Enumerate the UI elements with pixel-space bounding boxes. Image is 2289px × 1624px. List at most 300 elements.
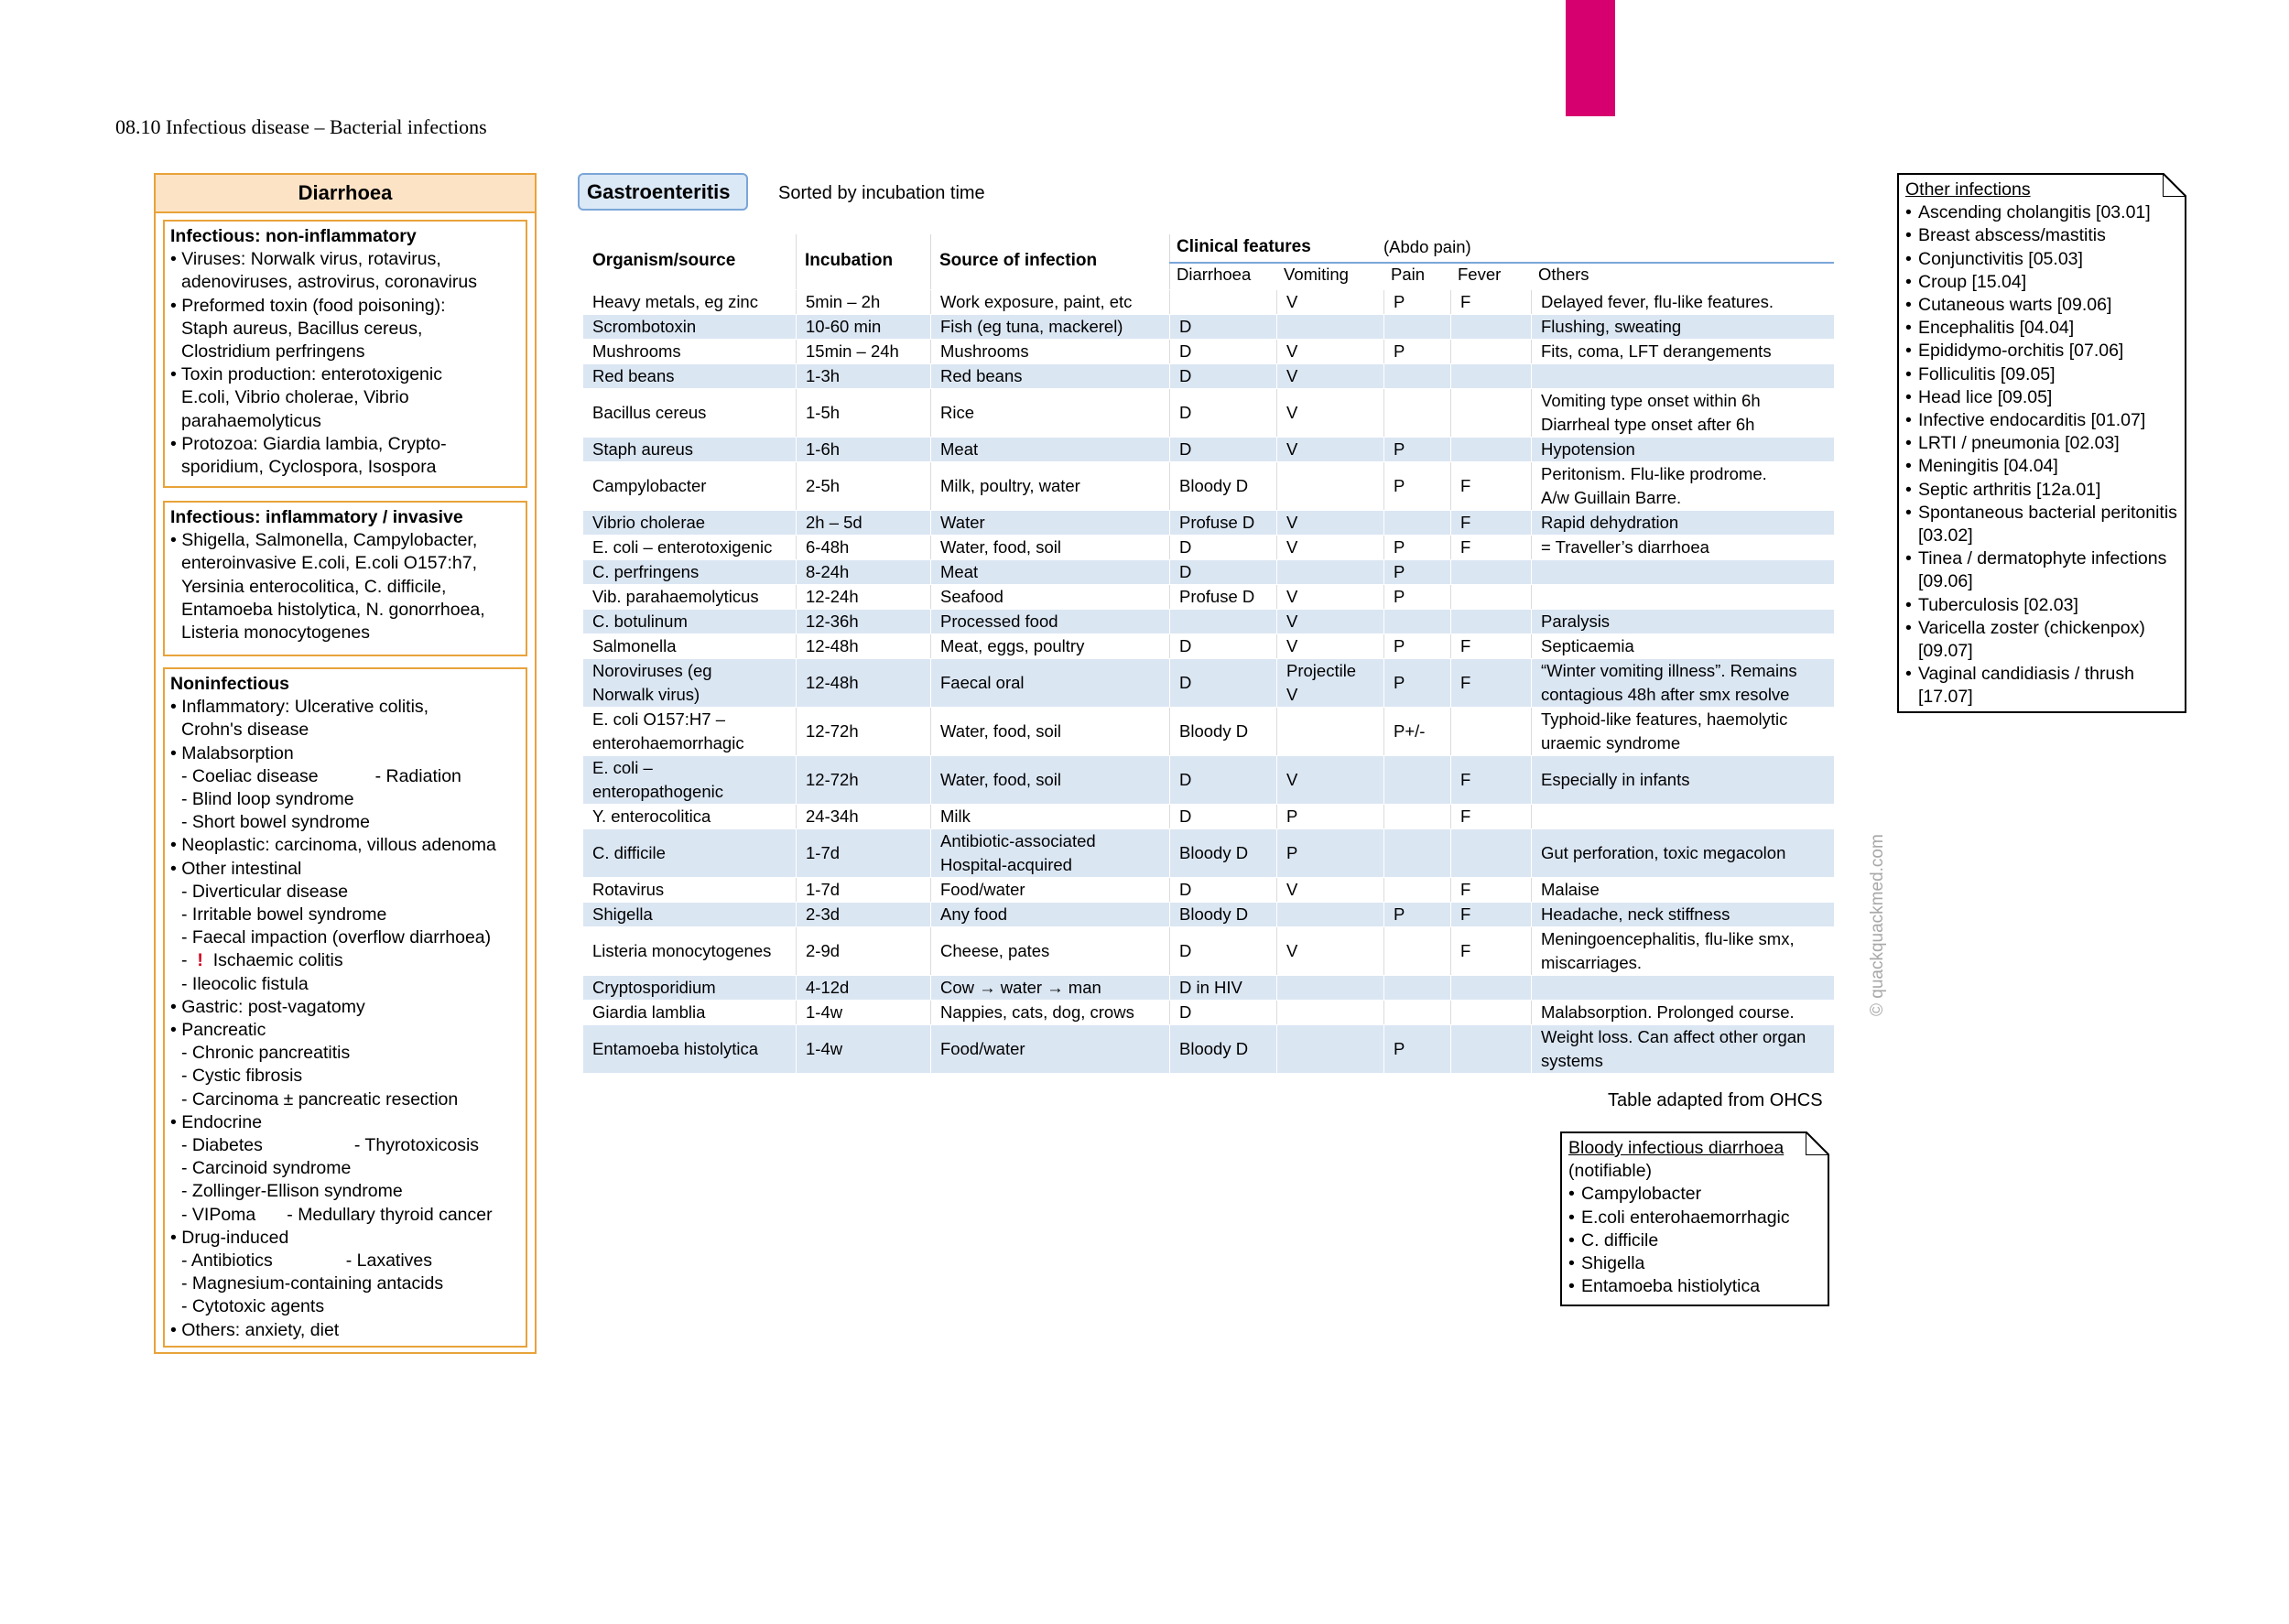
cell-source — [930, 585, 1169, 609]
cell-pain-text: P — [1394, 673, 1405, 692]
cell-incubation — [796, 560, 930, 584]
cell-incubation-text: 12-72h — [806, 770, 859, 789]
cell-vomiting — [1276, 438, 1383, 461]
bloody-diarrhoea-item — [1568, 1275, 1821, 1298]
table-row — [583, 388, 1834, 437]
cell-source-text: Faecal oral — [940, 673, 1025, 692]
cell-fever-text: F — [1460, 673, 1471, 692]
cell-vomiting — [1276, 903, 1383, 926]
cell-incubation — [796, 634, 930, 658]
cell-fever — [1450, 976, 1531, 1000]
cell-pain-text: P — [1394, 636, 1405, 655]
cell-organism-text: Shigella — [592, 904, 653, 924]
other-infection-item — [1905, 502, 2178, 547]
cell-diarrhoea-text: D — [1179, 880, 1192, 899]
cell-organism — [583, 1001, 796, 1024]
cell-others-text: Flushing, sweating — [1541, 317, 1682, 336]
cell-incubation — [796, 927, 930, 975]
noninfectious-box — [163, 667, 527, 1348]
cell-vomiting — [1276, 756, 1383, 804]
noninfectious-subitem: - Radiation — [374, 765, 461, 786]
table-body — [583, 289, 1834, 1073]
bullet-icon: • — [1568, 1207, 1575, 1228]
cell-others — [1531, 634, 1834, 658]
table-row — [583, 314, 1834, 339]
cell-pain — [1383, 976, 1450, 1000]
cell-fever — [1450, 315, 1531, 339]
cell-others — [1531, 290, 1834, 314]
cell-source-text: Seafood — [940, 587, 1003, 606]
page-fold-icon — [2163, 173, 2186, 197]
cell-source-text: Work exposure, paint, etc — [940, 292, 1133, 311]
table-source-note: Table adapted from OHCS — [1608, 1090, 1823, 1110]
cell-fever — [1450, 1001, 1531, 1024]
cell-source — [930, 878, 1169, 902]
table-row — [583, 926, 1834, 975]
cell-source-text: Red beans — [940, 366, 1023, 385]
cell-diarrhoea-text: D — [1179, 770, 1192, 789]
cell-source — [930, 315, 1169, 339]
cell-vomiting — [1276, 462, 1383, 510]
cell-incubation — [796, 1001, 930, 1024]
cell-incubation-text: 2h – 5d — [806, 513, 862, 532]
cell-diarrhoea — [1169, 829, 1276, 877]
bullet-icon: • — [1905, 456, 1912, 477]
cell-vomiting — [1276, 610, 1383, 633]
cell-incubation — [796, 1025, 930, 1073]
table-header — [583, 234, 1834, 289]
table-row — [583, 559, 1834, 584]
bloody-diarrhoea-item — [1568, 1229, 1821, 1252]
cell-diarrhoea-text: D — [1179, 562, 1192, 581]
cell-pain — [1383, 560, 1450, 584]
table-row — [583, 877, 1834, 902]
noninfectious-line: - Carcinoid syndrome — [181, 1158, 352, 1179]
cell-fever — [1450, 927, 1531, 975]
cell-diarrhoea — [1169, 536, 1276, 559]
header-divider — [930, 234, 931, 289]
table-row — [583, 804, 1834, 828]
cell-fever — [1450, 511, 1531, 535]
cell-vomiting-text: V — [1286, 439, 1298, 459]
cell-vomiting — [1276, 290, 1383, 314]
bullet-icon: • — [1568, 1276, 1575, 1297]
noninfectious-line: • Pancreatic — [170, 1020, 266, 1041]
noninfectious-subitem: - Laxatives — [345, 1250, 433, 1272]
cell-source — [930, 536, 1169, 559]
noninfectious-subitem: - Antibiotics — [181, 1250, 273, 1272]
other-infection-text: Encephalitis [04.04] — [1918, 318, 2075, 339]
other-infection-text: Head lice [09.05] — [1918, 386, 2053, 407]
bloody-diarrhoea-text: C. difficile — [1581, 1229, 1659, 1250]
cell-vomiting-text: P — [1286, 807, 1298, 826]
other-infection-text: Infective endocarditis [01.07] — [1918, 410, 2146, 431]
noninflammatory-line: • Preformed toxin (food poisoning): — [170, 295, 446, 316]
cell-fever — [1450, 610, 1531, 633]
other-infection-text: Vaginal candidiasis / thrush [17.07] — [1918, 664, 2134, 708]
cell-incubation-text: 1-4w — [806, 1002, 843, 1022]
cell-organism-text: Listeria monocytogenes — [592, 941, 772, 960]
cell-diarrhoea-text: D — [1179, 807, 1192, 826]
cell-others — [1531, 340, 1834, 363]
cell-diarrhoea-text: Profuse D — [1179, 587, 1255, 606]
bullet-icon: • — [1905, 433, 1912, 454]
cell-fever-text: F — [1460, 636, 1471, 655]
cell-diarrhoea-text: D — [1179, 317, 1192, 336]
other-infection-item — [1905, 363, 2178, 386]
cell-incubation — [796, 659, 930, 707]
noninfectious-subitem: - Diabetes — [181, 1135, 263, 1156]
header-clinical-features: Clinical features — [1177, 237, 1311, 256]
cell-source — [930, 829, 1169, 877]
cell-fever — [1450, 1025, 1531, 1073]
other-infection-text: Tinea / dermatophyte infections [09.06] — [1918, 548, 2167, 592]
noninfectious-line: - Cystic fibrosis — [181, 1066, 303, 1087]
cell-source-text: Meat — [940, 562, 979, 581]
cell-fever-text: F — [1460, 537, 1471, 557]
cell-incubation — [796, 585, 930, 609]
cell-vomiting — [1276, 536, 1383, 559]
table-row — [583, 1024, 1834, 1073]
cell-vomiting — [1276, 1025, 1383, 1073]
header-fever: Fever — [1458, 265, 1502, 284]
cell-diarrhoea-text: D — [1179, 537, 1192, 557]
noninfectious-line: • Inflammatory: Ulcerative colitis, — [170, 697, 429, 718]
table-row — [583, 658, 1834, 707]
bloody-diarrhoea-list — [1568, 1183, 1821, 1298]
cell-diarrhoea — [1169, 1001, 1276, 1024]
cell-organism — [583, 315, 796, 339]
other-infection-item — [1905, 271, 2178, 294]
other-infection-text: Ascending cholangitis [03.01] — [1918, 202, 2151, 223]
other-infection-text: Varicella zoster (chickenpox) [09.07] — [1918, 617, 2145, 662]
cell-others — [1531, 659, 1834, 707]
cell-incubation — [796, 610, 930, 633]
cell-diarrhoea — [1169, 315, 1276, 339]
cell-source-text: Food/water — [940, 1039, 1025, 1058]
cell-others-text: Rapid dehydration — [1541, 513, 1679, 532]
bullet-icon: • — [1905, 202, 1912, 223]
bullet-icon: • — [1568, 1184, 1575, 1205]
cell-incubation — [796, 290, 930, 314]
cell-pain — [1383, 927, 1450, 975]
cell-incubation — [796, 511, 930, 535]
gastroenteritis-title: Gastroenteritis — [578, 173, 748, 211]
cell-pain — [1383, 290, 1450, 314]
other-infection-item — [1905, 432, 2178, 455]
bullet-icon: • — [1905, 594, 1912, 615]
cell-diarrhoea-text: Bloody D — [1179, 721, 1249, 741]
cell-others — [1531, 927, 1834, 975]
table-row — [583, 1000, 1834, 1024]
cell-others-text: Especially in infants — [1541, 770, 1690, 789]
noninflammatory-line: Clostridium perfringens — [181, 341, 365, 363]
cell-vomiting — [1276, 315, 1383, 339]
noninflammatory-line: E.coli, Vibrio cholerae, Vibrio — [181, 387, 409, 408]
cell-diarrhoea — [1169, 634, 1276, 658]
cell-pain — [1383, 829, 1450, 877]
cell-others — [1531, 1001, 1834, 1024]
noninfectious-subitem: - — [181, 950, 188, 971]
cell-others-text: Typhoid-like features, haemolytic uraemic syndrome — [1541, 709, 1788, 752]
other-infection-text: Folliculitis [09.05] — [1918, 363, 2056, 384]
cell-fever-text: F — [1460, 292, 1471, 311]
cell-source — [930, 1001, 1169, 1024]
inflammatory-line: enteroinvasive E.coli, E.coli O157:h7, — [181, 553, 478, 574]
noninfectious-line: • Drug-induced — [170, 1227, 289, 1248]
cell-others — [1531, 462, 1834, 510]
cell-incubation — [796, 438, 930, 461]
cell-organism-text: Scrombotoxin — [592, 317, 697, 336]
cell-organism — [583, 878, 796, 902]
inflammatory-line: Listeria monocytogenes — [181, 623, 370, 644]
cell-vomiting-text: V — [1286, 770, 1298, 789]
other-infection-item — [1905, 663, 2178, 709]
cell-vomiting-text: V — [1286, 880, 1298, 899]
cell-source — [930, 340, 1169, 363]
cell-source-text: Cheese, pates — [940, 941, 1050, 960]
cell-diarrhoea — [1169, 438, 1276, 461]
noninfectious-subitem: - Medullary thyroid cancer — [287, 1204, 493, 1225]
cell-pain — [1383, 389, 1450, 437]
cell-others-text: Fits, coma, LFT derangements — [1541, 341, 1772, 361]
cell-fever — [1450, 560, 1531, 584]
cell-organism-text: Rotavirus — [592, 880, 665, 899]
bloody-diarrhoea-title: Bloody infectious diarrhoea — [1568, 1138, 1785, 1158]
cell-pain-text: P — [1394, 292, 1405, 311]
cell-pain-text: P — [1394, 904, 1405, 924]
noninfectious-title: Noninfectious — [170, 674, 289, 694]
bullet-icon: • — [1905, 410, 1912, 431]
table-row — [583, 755, 1834, 804]
cell-diarrhoea-text: Bloody D — [1179, 904, 1249, 924]
noninflammatory-line: Staph aureus, Bacillus cereus, — [181, 318, 423, 339]
noninflammatory-title: Infectious: non-inflammatory — [170, 226, 417, 246]
cell-organism-text: C. botulinum — [592, 612, 688, 631]
bullet-icon: • — [1905, 318, 1912, 339]
cell-others-text: Malaise — [1541, 880, 1600, 899]
cell-incubation — [796, 462, 930, 510]
cell-others — [1531, 805, 1834, 828]
table-row — [583, 461, 1834, 510]
clinical-features-rule — [1169, 262, 1834, 264]
bloody-diarrhoea-text: E.coli enterohaemorrhagic — [1581, 1207, 1790, 1228]
noninfectious-line: - Diverticular disease — [181, 881, 349, 902]
bullet-icon: • — [1905, 548, 1912, 569]
cell-organism-text: Entamoeba histolytica — [592, 1039, 758, 1058]
cell-pain-text: P — [1394, 562, 1405, 581]
noninfectious-line: - Zollinger-Ellison syndrome — [181, 1181, 403, 1202]
cell-organism-text: Noroviruses (eg Norwalk virus) — [592, 661, 712, 704]
cell-vomiting — [1276, 708, 1383, 755]
other-infections-title: Other infections — [1905, 179, 2031, 200]
cell-vomiting — [1276, 585, 1383, 609]
cell-diarrhoea-text: D — [1179, 341, 1192, 361]
cell-others — [1531, 756, 1834, 804]
cell-organism-text: Vib. parahaemolyticus — [592, 587, 759, 606]
noninfectious-line: - Ileocolic fistula — [181, 973, 309, 994]
table-row — [583, 633, 1834, 658]
cell-diarrhoea — [1169, 805, 1276, 828]
bloody-diarrhoea-note — [1560, 1131, 1829, 1306]
cell-incubation-text: 2-5h — [806, 476, 841, 495]
cell-diarrhoea-text: D — [1179, 403, 1192, 422]
other-infection-item — [1905, 479, 2178, 502]
cell-organism — [583, 903, 796, 926]
cell-fever-text: F — [1460, 476, 1471, 495]
cell-organism — [583, 829, 796, 877]
header-diarrhoea: Diarrhoea — [1177, 265, 1252, 284]
inflammatory-line: • Shigella, Salmonella, Campylobacter, — [170, 530, 478, 551]
cell-source — [930, 927, 1169, 975]
table-row — [583, 339, 1834, 363]
noninfectious-line: - Cytotoxic agents — [181, 1296, 325, 1317]
cell-vomiting — [1276, 805, 1383, 828]
cell-incubation-text: 5min – 2h — [806, 292, 881, 311]
cell-incubation — [796, 829, 930, 877]
cell-fever — [1450, 829, 1531, 877]
cell-fever — [1450, 878, 1531, 902]
other-infection-text: Epididymo-orchitis [07.06] — [1918, 341, 2124, 362]
cell-source — [930, 511, 1169, 535]
other-infection-item — [1905, 224, 2178, 247]
bullet-icon: • — [1905, 386, 1912, 407]
cell-fever — [1450, 708, 1531, 755]
header-vomiting: Vomiting — [1284, 265, 1349, 284]
cell-others — [1531, 585, 1834, 609]
cell-incubation — [796, 805, 930, 828]
other-infections-list — [1905, 201, 2178, 709]
cell-organism — [583, 462, 796, 510]
cell-source — [930, 610, 1169, 633]
cell-fever — [1450, 290, 1531, 314]
cell-others — [1531, 315, 1834, 339]
cell-others — [1531, 364, 1834, 388]
noninflammatory-line: • Viruses: Norwalk virus, rotavirus, — [170, 249, 441, 270]
other-infection-item — [1905, 455, 2178, 478]
cell-organism-text: Giardia lamblia — [592, 1002, 706, 1022]
header-pain: Pain — [1391, 265, 1426, 284]
other-infection-item — [1905, 294, 2178, 317]
cell-vomiting — [1276, 927, 1383, 975]
bullet-icon: • — [1905, 664, 1912, 685]
cell-others — [1531, 610, 1834, 633]
cell-diarrhoea — [1169, 340, 1276, 363]
cell-diarrhoea — [1169, 560, 1276, 584]
cell-incubation — [796, 389, 930, 437]
cell-vomiting-text: Projectile V — [1286, 661, 1357, 704]
bloody-diarrhoea-text: Entamoeba histiolytica — [1581, 1276, 1761, 1297]
cell-source-text: Water — [940, 513, 985, 532]
cell-fever — [1450, 389, 1531, 437]
cell-diarrhoea-text: D — [1179, 636, 1192, 655]
cell-organism — [583, 290, 796, 314]
cell-incubation — [796, 878, 930, 902]
cell-vomiting-text: V — [1286, 612, 1298, 631]
cell-fever — [1450, 903, 1531, 926]
page-heading: 08.10 Infectious disease – Bacterial infections — [115, 115, 487, 138]
cell-vomiting — [1276, 511, 1383, 535]
cell-fever — [1450, 462, 1531, 510]
diarrhoea-panel — [154, 173, 537, 1354]
cell-vomiting — [1276, 340, 1383, 363]
cell-source-text: Rice — [940, 403, 975, 422]
cell-organism — [583, 634, 796, 658]
cell-source-text: Nappies, cats, dog, crows — [940, 1002, 1134, 1022]
cell-incubation — [796, 364, 930, 388]
cell-source — [930, 560, 1169, 584]
cell-others-text: Weight loss. Can affect other organ systems — [1541, 1027, 1806, 1070]
cell-incubation-text: 12-36h — [806, 612, 859, 631]
cell-fever-text: F — [1460, 904, 1471, 924]
bullet-icon: • — [1905, 617, 1912, 638]
cell-pain — [1383, 315, 1450, 339]
cell-others-text: = Traveller’s diarrhoea — [1541, 537, 1709, 557]
cell-source — [930, 976, 1169, 1000]
cell-incubation-text: 1-7d — [806, 880, 841, 899]
cell-vomiting — [1276, 389, 1383, 437]
cell-others — [1531, 708, 1834, 755]
cell-diarrhoea-text: D in HIV — [1179, 978, 1242, 997]
cell-organism-text: E. coli O157:H7 – enterohaemorrhagic — [592, 709, 744, 752]
cell-source-text: Water, food, soil — [940, 721, 1061, 741]
cell-source — [930, 708, 1169, 755]
cell-source-text: Antibiotic-associated Hospital-acquired — [940, 831, 1096, 874]
cell-vomiting-text: V — [1286, 537, 1298, 557]
other-infection-item — [1905, 617, 2178, 663]
cell-source — [930, 462, 1169, 510]
cell-fever-text: F — [1460, 513, 1471, 532]
other-infection-text: LRTI / pneumonia [02.03] — [1918, 433, 2120, 454]
noninfectious-line — [170, 765, 520, 788]
cell-organism-text: E. coli – enterotoxigenic — [592, 537, 773, 557]
cell-others-text: Hypotension — [1541, 439, 1635, 459]
cell-incubation — [796, 340, 930, 363]
cell-pain — [1383, 805, 1450, 828]
cell-organism-text: Y. enterocolitica — [592, 807, 711, 826]
page-fold-icon — [1806, 1131, 1829, 1155]
cell-incubation — [796, 756, 930, 804]
cell-others-text: “Winter vomiting illness”. Remains contagious 48h after smx resolve — [1541, 661, 1797, 704]
cell-others-text: Meningoencephalitis, flu-like smx, miscarriages. — [1541, 929, 1795, 972]
noninfectious-line: Crohn's disease — [181, 720, 309, 741]
cell-fever-text: F — [1460, 880, 1471, 899]
cell-organism-text: Vibrio cholerae — [592, 513, 706, 532]
noninfectious-line: - Magnesium-containing antacids — [181, 1273, 444, 1294]
cell-diarrhoea — [1169, 756, 1276, 804]
cell-diarrhoea — [1169, 976, 1276, 1000]
cell-incubation — [796, 536, 930, 559]
bloody-diarrhoea-text: Shigella — [1581, 1253, 1645, 1274]
cell-source — [930, 438, 1169, 461]
gastroenteritis-subtitle: Sorted by incubation time — [778, 183, 985, 203]
cell-incubation-text: 2-9d — [806, 941, 841, 960]
other-infection-item — [1905, 248, 2178, 271]
cell-organism — [583, 340, 796, 363]
cell-diarrhoea — [1169, 389, 1276, 437]
cell-pain — [1383, 536, 1450, 559]
cell-pain — [1383, 634, 1450, 658]
noninfectious-line: - Blind loop syndrome — [181, 789, 354, 810]
cell-fever — [1450, 756, 1531, 804]
cell-diarrhoea — [1169, 290, 1276, 314]
cell-fever — [1450, 536, 1531, 559]
cell-organism-text: Heavy metals, eg zinc — [592, 292, 758, 311]
bullet-icon: • — [1905, 225, 1912, 246]
cell-pain — [1383, 610, 1450, 633]
cell-fever — [1450, 659, 1531, 707]
cell-organism — [583, 610, 796, 633]
